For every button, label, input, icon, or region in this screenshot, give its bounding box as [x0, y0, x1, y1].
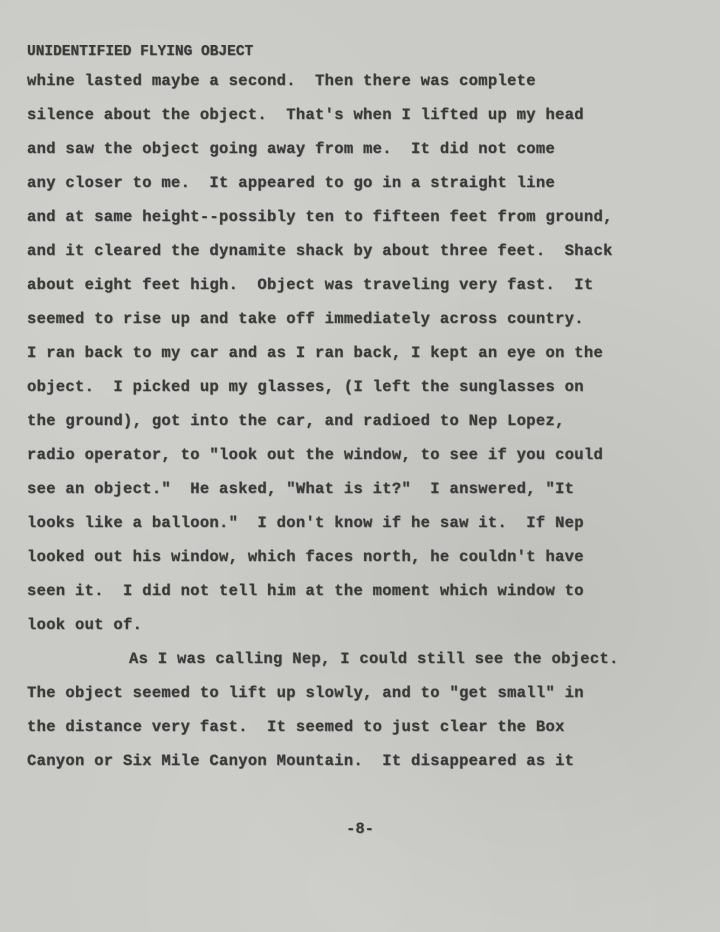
text-line: object. I picked up my glasses, (I left the sunglasses on [27, 378, 584, 396]
page-number: -8- [346, 820, 374, 838]
text-line: seen it. I did not tell him at the moment which window to [27, 582, 584, 600]
text-line: the ground), got into the car, and radioed to Nep Lopez, [27, 412, 565, 430]
text-line: whine lasted maybe a second. Then there was complete [27, 72, 536, 90]
text-line: I ran back to my car and as I ran back, I kept an eye on the [27, 344, 604, 362]
paragraph-start-line: As I was calling Nep, I could still see the object. [129, 650, 619, 668]
text-line: and at same height--possibly ten to fifteen feet from ground, [27, 208, 613, 226]
text-line: the distance very fast. It seemed to just clear the Box [27, 718, 565, 736]
document-header: UNIDENTIFIED FLYING OBJECT [27, 44, 254, 60]
text-line: about eight feet high. Object was traveling very fast. It [27, 276, 594, 294]
text-line: silence about the object. That's when I lifted up my head [27, 106, 584, 124]
text-line: and it cleared the dynamite shack by about three feet. Shack [27, 242, 613, 260]
text-line: looks like a balloon." I don't know if he saw it. If Nep [27, 514, 584, 532]
text-line: radio operator, to "look out the window, to see if you could [27, 446, 604, 464]
text-line: look out of. [27, 616, 143, 634]
text-line: looked out his window, which faces north, he couldn't have [27, 548, 584, 566]
text-line: The object seemed to lift up slowly, and to "get small" in [27, 684, 584, 702]
typewritten-text-block [27, 40, 707, 778]
text-line: see an object." He asked, "What is it?" I answered, "It [27, 480, 575, 498]
text-line: and saw the object going away from me. It did not come [27, 140, 556, 158]
text-line: any closer to me. It appeared to go in a straight line [27, 174, 556, 192]
text-line: Canyon or Six Mile Canyon Mountain. It disappeared as it [27, 752, 575, 770]
text-line: seemed to rise up and take off immediately across country. [27, 310, 584, 328]
